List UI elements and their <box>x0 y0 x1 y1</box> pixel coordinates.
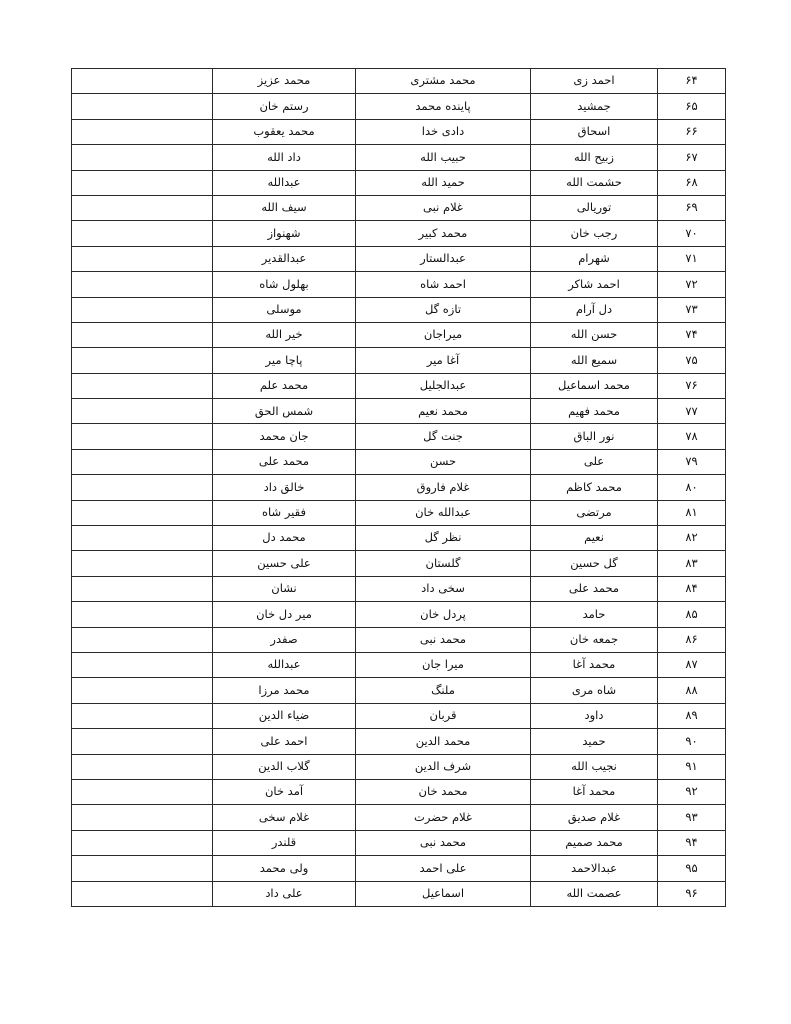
grandfather-name-cell: ولی محمد <box>213 856 356 881</box>
grandfather-name-cell: بهلول شاه <box>213 272 356 297</box>
grandfather-name-cell: شمس الحق <box>213 399 356 424</box>
table-row <box>72 348 726 373</box>
empty-cell <box>72 500 213 525</box>
grandfather-name-cell: رستم خان <box>213 94 356 119</box>
row-number-cell: ۹۵ <box>658 856 726 881</box>
grandfather-name-cell: علی داد <box>213 881 356 906</box>
row-number-cell: ۸۸ <box>658 678 726 703</box>
grandfather-name-cell: محمد علم <box>213 373 356 398</box>
name-cell: محمد آغا <box>531 652 658 677</box>
name-cell: زبیح الله <box>531 145 658 170</box>
row-number-cell: ۷۹ <box>658 449 726 474</box>
table-row <box>72 805 726 830</box>
empty-cell <box>72 805 213 830</box>
empty-cell <box>72 449 213 474</box>
empty-cell <box>72 627 213 652</box>
row-number-cell: ۹۱ <box>658 754 726 779</box>
grandfather-name-cell: عبدالله <box>213 652 356 677</box>
empty-cell <box>72 373 213 398</box>
name-cell: محمد اسماعیل <box>531 373 658 398</box>
row-number-cell: ۸۱ <box>658 500 726 525</box>
table-row <box>72 652 726 677</box>
grandfather-name-cell: عبدالقدیر <box>213 246 356 271</box>
empty-cell <box>72 754 213 779</box>
name-cell: جمشید <box>531 94 658 119</box>
grandfather-name-cell: محمد مرزا <box>213 678 356 703</box>
father-name-cell: میراجان <box>356 322 531 347</box>
table-row <box>72 119 726 144</box>
name-cell: داود <box>531 703 658 728</box>
father-name-cell: قربان <box>356 703 531 728</box>
empty-cell <box>72 348 213 373</box>
table-row <box>72 221 726 246</box>
name-cell: سمیع الله <box>531 348 658 373</box>
grandfather-name-cell: موسلی <box>213 297 356 322</box>
name-cell: غلام صدیق <box>531 805 658 830</box>
father-name-cell: حبیب الله <box>356 145 531 170</box>
empty-cell <box>72 830 213 855</box>
row-number-cell: ۹۴ <box>658 830 726 855</box>
row-number-cell: ۶۵ <box>658 94 726 119</box>
name-cell: اسحاق <box>531 119 658 144</box>
empty-cell <box>72 170 213 195</box>
empty-cell <box>72 94 213 119</box>
name-cell: محمد آغا <box>531 779 658 804</box>
table-row <box>72 373 726 398</box>
empty-cell <box>72 322 213 347</box>
father-name-cell: علی احمد <box>356 856 531 881</box>
father-name-cell: محمد خان <box>356 779 531 804</box>
father-name-cell: عبدالله خان <box>356 500 531 525</box>
father-name-cell: ملنگ <box>356 678 531 703</box>
empty-cell <box>72 856 213 881</box>
name-cell: گل حسین <box>531 551 658 576</box>
father-name-cell: حمید الله <box>356 170 531 195</box>
row-number-cell: ۶۶ <box>658 119 726 144</box>
name-cell: حسن الله <box>531 322 658 347</box>
row-number-cell: ۶۹ <box>658 195 726 220</box>
empty-cell <box>72 526 213 551</box>
father-name-cell: شرف الدین <box>356 754 531 779</box>
grandfather-name-cell: خیر الله <box>213 322 356 347</box>
father-name-cell: محمد الدین <box>356 729 531 754</box>
grandfather-name-cell: محمد علی <box>213 449 356 474</box>
name-cell: مرتضی <box>531 500 658 525</box>
empty-cell <box>72 424 213 449</box>
name-cell: نجیب الله <box>531 754 658 779</box>
empty-cell <box>72 652 213 677</box>
grandfather-name-cell: قلندر <box>213 830 356 855</box>
table-row <box>72 856 726 881</box>
father-name-cell: احمد شاه <box>356 272 531 297</box>
name-cell: نور الباق <box>531 424 658 449</box>
grandfather-name-cell: میر دل خان <box>213 602 356 627</box>
table-row <box>72 424 726 449</box>
table-row <box>72 475 726 500</box>
table-row <box>72 322 726 347</box>
empty-cell <box>72 779 213 804</box>
name-cell: احمد شاکر <box>531 272 658 297</box>
row-number-cell: ۸۶ <box>658 627 726 652</box>
father-name-cell: محمد مشتری <box>356 69 531 94</box>
empty-cell <box>72 399 213 424</box>
name-cell: رجب خان <box>531 221 658 246</box>
name-cell: حشمت الله <box>531 170 658 195</box>
father-name-cell: عبدالجلیل <box>356 373 531 398</box>
row-number-cell: ۷۸ <box>658 424 726 449</box>
row-number-cell: ۷۴ <box>658 322 726 347</box>
father-name-cell: حسن <box>356 449 531 474</box>
father-name-cell: پردل خان <box>356 602 531 627</box>
name-cell: محمد علی <box>531 576 658 601</box>
father-name-cell: محمد نعیم <box>356 399 531 424</box>
table-row <box>72 500 726 525</box>
father-name-cell: نظر گل <box>356 526 531 551</box>
row-number-cell: ۷۵ <box>658 348 726 373</box>
table-row <box>72 602 726 627</box>
row-number-cell: ۷۶ <box>658 373 726 398</box>
empty-cell <box>72 69 213 94</box>
row-number-cell: ۸۲ <box>658 526 726 551</box>
table-row <box>72 170 726 195</box>
empty-cell <box>72 272 213 297</box>
grandfather-name-cell: ضیاء الدین <box>213 703 356 728</box>
row-number-cell: ۶۴ <box>658 69 726 94</box>
name-cell: احمد زی <box>531 69 658 94</box>
row-number-cell: ۹۶ <box>658 881 726 906</box>
empty-cell <box>72 551 213 576</box>
grandfather-name-cell: خالق داد <box>213 475 356 500</box>
father-name-cell: محمد کبیر <box>356 221 531 246</box>
name-cell: عصمت الله <box>531 881 658 906</box>
father-name-cell: عبدالستار <box>356 246 531 271</box>
row-number-cell: ۷۲ <box>658 272 726 297</box>
row-number-cell: ۶۷ <box>658 145 726 170</box>
table-row <box>72 272 726 297</box>
empty-cell <box>72 576 213 601</box>
table-row <box>72 703 726 728</box>
row-number-cell: ۷۱ <box>658 246 726 271</box>
row-number-cell: ۸۷ <box>658 652 726 677</box>
father-name-cell: محمد نبی <box>356 830 531 855</box>
empty-cell <box>72 475 213 500</box>
father-name-cell: گلستان <box>356 551 531 576</box>
empty-cell <box>72 602 213 627</box>
table-row <box>72 779 726 804</box>
table-row <box>72 551 726 576</box>
name-cell: محمد کاظم <box>531 475 658 500</box>
table-row <box>72 399 726 424</box>
name-cell: محمد فهیم <box>531 399 658 424</box>
table-row <box>72 729 726 754</box>
table-row <box>72 526 726 551</box>
table-row <box>72 145 726 170</box>
table-row <box>72 881 726 906</box>
father-name-cell: محمد نبی <box>356 627 531 652</box>
grandfather-name-cell: فقیر شاه <box>213 500 356 525</box>
table-row <box>72 297 726 322</box>
father-name-cell: سخی داد <box>356 576 531 601</box>
empty-cell <box>72 729 213 754</box>
father-name-cell: اسماعیل <box>356 881 531 906</box>
name-cell: توریالی <box>531 195 658 220</box>
empty-cell <box>72 881 213 906</box>
father-name-cell: غلام نبی <box>356 195 531 220</box>
grandfather-name-cell: آمد خان <box>213 779 356 804</box>
row-number-cell: ۶۸ <box>658 170 726 195</box>
row-number-cell: ۸۳ <box>658 551 726 576</box>
grandfather-name-cell: محمد دل <box>213 526 356 551</box>
name-cell: حمید <box>531 729 658 754</box>
empty-cell <box>72 221 213 246</box>
table-row <box>72 449 726 474</box>
row-number-cell: ۹۰ <box>658 729 726 754</box>
father-name-cell: آغا میر <box>356 348 531 373</box>
row-number-cell: ۸۵ <box>658 602 726 627</box>
row-number-cell: ۷۳ <box>658 297 726 322</box>
father-name-cell: غلام حضرت <box>356 805 531 830</box>
empty-cell <box>72 703 213 728</box>
row-number-cell: ۷۷ <box>658 399 726 424</box>
grandfather-name-cell: محمد عزیز <box>213 69 356 94</box>
names-table <box>71 68 726 907</box>
empty-cell <box>72 246 213 271</box>
empty-cell <box>72 678 213 703</box>
grandfather-name-cell: علی حسین <box>213 551 356 576</box>
name-cell: محمد صمیم <box>531 830 658 855</box>
empty-cell <box>72 195 213 220</box>
father-name-cell: جنت گل <box>356 424 531 449</box>
table-row <box>72 678 726 703</box>
name-cell: شهرام <box>531 246 658 271</box>
grandfather-name-cell: پاچا میر <box>213 348 356 373</box>
names-table-body <box>72 69 726 907</box>
grandfather-name-cell: صفدر <box>213 627 356 652</box>
table-row <box>72 246 726 271</box>
father-name-cell: تازه گل <box>356 297 531 322</box>
empty-cell <box>72 119 213 144</box>
father-name-cell: میرا جان <box>356 652 531 677</box>
table-row <box>72 69 726 94</box>
grandfather-name-cell: احمد علی <box>213 729 356 754</box>
table-row <box>72 830 726 855</box>
grandfather-name-cell: نشان <box>213 576 356 601</box>
grandfather-name-cell: جان محمد <box>213 424 356 449</box>
empty-cell <box>72 145 213 170</box>
name-cell: علی <box>531 449 658 474</box>
name-cell: حامد <box>531 602 658 627</box>
name-cell: شاه مری <box>531 678 658 703</box>
table-row <box>72 754 726 779</box>
father-name-cell: غلام فاروق <box>356 475 531 500</box>
grandfather-name-cell: داد الله <box>213 145 356 170</box>
row-number-cell: ۸۹ <box>658 703 726 728</box>
grandfather-name-cell: گلاب الدین <box>213 754 356 779</box>
name-cell: دل آرام <box>531 297 658 322</box>
name-cell: نعیم <box>531 526 658 551</box>
name-cell: جمعه خان <box>531 627 658 652</box>
name-cell: عبدالاحمد <box>531 856 658 881</box>
grandfather-name-cell: عبدالله <box>213 170 356 195</box>
table-row <box>72 627 726 652</box>
father-name-cell: دادی خدا <box>356 119 531 144</box>
row-number-cell: ۹۳ <box>658 805 726 830</box>
row-number-cell: ۸۴ <box>658 576 726 601</box>
row-number-cell: ۸۰ <box>658 475 726 500</box>
grandfather-name-cell: سیف الله <box>213 195 356 220</box>
row-number-cell: ۷۰ <box>658 221 726 246</box>
table-row <box>72 576 726 601</box>
grandfather-name-cell: محمد یعقوب <box>213 119 356 144</box>
table-row <box>72 195 726 220</box>
father-name-cell: پاینده محمد <box>356 94 531 119</box>
grandfather-name-cell: غلام سخی <box>213 805 356 830</box>
empty-cell <box>72 297 213 322</box>
grandfather-name-cell: شهنواز <box>213 221 356 246</box>
row-number-cell: ۹۲ <box>658 779 726 804</box>
table-row <box>72 94 726 119</box>
